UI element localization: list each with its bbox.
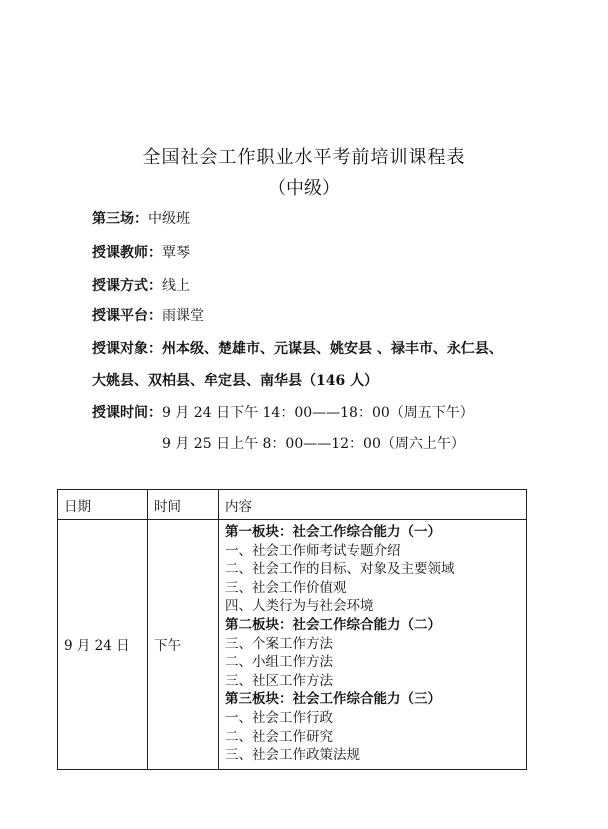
info-method-label: 授课方式：	[92, 278, 162, 294]
content-line: 三、社会工作价值观	[225, 579, 347, 596]
table-row	[58, 520, 527, 770]
info-teacher-label: 授课教师：	[92, 245, 162, 261]
content-line: 第二板块：社会工作综合能力（二）	[225, 616, 441, 633]
info-audience-label: 授课对象：	[92, 341, 162, 357]
info-teacher-value: 覃琴	[162, 245, 190, 261]
cell-date: 9 月 24 日	[58, 520, 148, 770]
info-teacher	[92, 242, 190, 262]
content-line: 三、个案工作方法	[225, 635, 333, 652]
info-platform-value: 雨课堂	[162, 308, 204, 324]
info-audience-line1: 州本级、楚雄市、元谋县、姚安县 、禄丰市、永仁县、	[162, 341, 503, 357]
table-header-row	[58, 490, 527, 520]
info-audience	[92, 338, 503, 358]
info-session	[92, 208, 190, 228]
info-method-value: 线上	[162, 278, 190, 294]
content-line: 一、社会工作师考试专题介绍	[225, 542, 401, 559]
info-session-value: 中级班	[148, 211, 190, 227]
content-line: 二、小组工作方法	[225, 654, 333, 671]
info-method	[92, 275, 190, 295]
cell-time: 下午	[148, 520, 219, 770]
schedule-table	[57, 489, 527, 770]
cell-content	[219, 520, 527, 770]
content-line: 第一板块：社会工作综合能力（一）	[225, 524, 441, 540]
info-session-label: 第三场：	[92, 211, 148, 227]
content-line: 四、人类行为与社会环境	[225, 598, 374, 615]
document-title: 全国社会工作职业水平考前培训课程表	[142, 147, 466, 168]
content-line: 第三板块：社会工作综合能力（三）	[225, 691, 441, 708]
info-platform-label: 授课平台：	[92, 308, 162, 324]
content-line: 三、社区工作方法	[225, 672, 333, 689]
header-content: 内容	[219, 490, 527, 520]
content-line: 二、社会工作的目标、对象及主要领域	[225, 561, 455, 578]
info-audience-line2: 大姚县、双柏县、牟定县、南华县（146 人）	[92, 373, 379, 389]
document-subtitle: （中级）	[268, 178, 340, 199]
info-platform	[92, 305, 204, 325]
info-time-label: 授课时间：	[92, 405, 162, 421]
info-time-line1: 9 月 24 日下午 14：00——18：00（周五下午）	[162, 405, 474, 421]
header-date: 日期	[58, 490, 148, 520]
info-time-line2: 9 月 25 日上午 8：00——12：00（周六上午）	[162, 436, 465, 452]
info-time	[92, 402, 474, 422]
header-time: 时间	[148, 490, 219, 520]
content-line: 三、社会工作政策法规	[225, 747, 360, 764]
content-line: 二、社会工作研究	[225, 728, 333, 745]
content-line: 一、社会工作行政	[225, 709, 333, 726]
